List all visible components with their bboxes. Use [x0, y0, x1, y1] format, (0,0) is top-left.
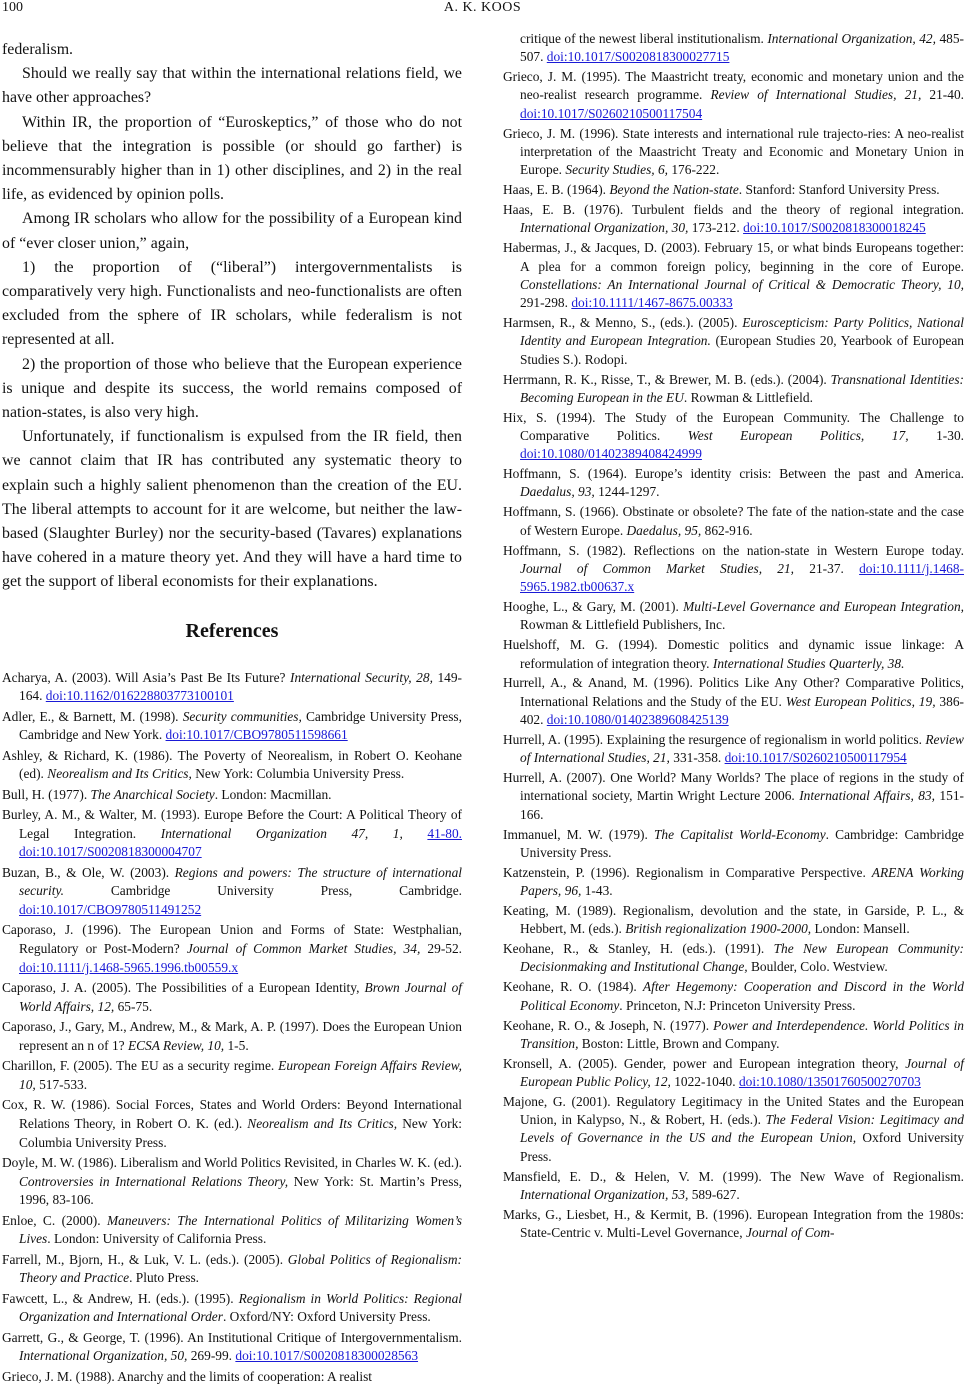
reference-source: Review of International Studies, 21, [710, 87, 922, 103]
reference-text: Enloe, C. (2000). [2, 1212, 107, 1228]
reference-text: . Rowman & Littlefield. [683, 389, 813, 405]
doi-link[interactable]: doi:10.1080/01402389608425139 [546, 712, 729, 727]
body-paragraph: Within IR, the proportion of “Euroskeptics,” of those who do not believe that the integration is possible (or should go farther) is incommensurably higher than in 1) other disciplines, and 2) in the real life, as evidenced by opinion polls. [2, 113, 462, 204]
reference-text: 1-5. [224, 1037, 249, 1053]
reference-source: Regionalism in World Politics: Regional Organization and International Order [19, 1290, 462, 1325]
reference-text: . London: University of California Press. [47, 1231, 267, 1247]
doi-link[interactable]: doi:10.1111/j.1468-5965.1982.tb00637.x [520, 560, 964, 595]
reference-source: International Organization, 30, [520, 220, 689, 236]
reference-entry [2, 747, 462, 785]
reference-text: 589-627. [688, 1186, 740, 1202]
reference-entry [503, 314, 964, 369]
reference-entry [503, 826, 964, 863]
reference-source: West European Politics, 17, [687, 427, 909, 443]
doi-link[interactable]: doi:10.1162/016228803773100101 [45, 688, 234, 704]
reference-source: Euroscepticism: Party Politics, National Identity and European Integration. [520, 315, 964, 349]
reference-text: 1-43. [581, 883, 613, 899]
reference-text: Garrett, G., & George, T. (1996). An Institutional Critique of Intergovernmentalism. [2, 1329, 462, 1345]
reference-source: After Hegemony: Cooperation and Discord in the World Political Economy [520, 979, 964, 1013]
reference-source: The Anarchical Society [90, 786, 215, 802]
reference-text: . Cambridge: Cambridge University Press. [520, 826, 964, 860]
reference-text: 291-298. [520, 295, 572, 311]
reference-source: ARENA Working Papers, 96, [520, 864, 965, 899]
reference-source: Journal of Com- [745, 1225, 835, 1241]
reference-text: Farrell, M., Bjorn, H., & Luk, V. L. (eds.). (2005). [2, 1251, 288, 1267]
reference-entry [503, 674, 964, 729]
reference-entry [2, 1212, 462, 1250]
reference-source: Neorealism and Its Critics, [247, 1115, 398, 1131]
running-head: A. K. KOOS [443, 0, 522, 15]
reference-text: Katzenstein, P. (1996). Regionalism in Comparative Perspective. [503, 864, 872, 880]
reference-text: 517-533. [35, 1076, 88, 1092]
right-column [503, 30, 964, 1244]
reference-source: International Organization, 42, [767, 31, 936, 46]
reference-text: Caporaso, J. A. (2005). The Possibilities of a European Identity, [2, 980, 365, 996]
reference-list-right [503, 30, 964, 1242]
reference-entry [2, 1290, 462, 1328]
reference-text: , London: Mansell. [807, 921, 910, 937]
reference-text: Cambridge University Press, Cambridge. [64, 883, 462, 899]
reference-text: Grieco, J. M. (1995). The Maastricht treaty, economic and monetary union and the neo-realist research programme. [503, 69, 964, 103]
reference-text: Hurrell, A., & Anand, M. (1996). Politics Like Any Other? Comparative Politics, International Relations and the Study of the EU. [503, 675, 964, 709]
reference-source: European Foreign Affairs Review, 10, [19, 1058, 462, 1092]
body-paragraph: Should we really say that within the international relations field, we have other approaches? [2, 65, 462, 107]
reference-entry [503, 181, 964, 199]
reference-text: . Oxford/NY: Oxford University Press. [222, 1309, 431, 1325]
reference-text: Hoffmann, S. (1964). Europe’s identity crisis: Between the past and America. [503, 466, 964, 482]
reference-source: Security Studies, 6, [565, 162, 669, 178]
reference-text: Caporaso, J. (1996). The European Union and Forms of State: Westphalian, Regulatory or Post-Modern? [2, 922, 462, 957]
reference-source: Journal of European Public Policy, 12, [520, 1055, 965, 1089]
reference-entry [2, 1018, 462, 1056]
reference-entry [503, 636, 964, 673]
reference-text: 29-52. [420, 941, 463, 957]
reference-entry [2, 1096, 462, 1152]
reference-entry [2, 806, 462, 862]
reference-text: 65-75. [114, 998, 153, 1014]
doi-link[interactable]: doi:10.1017/S0260210500117954 [724, 750, 907, 766]
reference-text: Buzan, B., & Ole, W. (2003). [2, 864, 175, 880]
reference-text: Ashley, & Richard, K. (1986). The Poverty of Neorealism, in Robert O. Keohane (ed). [2, 747, 462, 782]
reference-source: British regionalization 1900-2000 [625, 921, 808, 937]
references-heading: References [185, 619, 279, 642]
reference-text: 1244-1297. [594, 484, 660, 500]
reference-text: Oxford University Press. [520, 1130, 964, 1164]
reference-entry [503, 201, 964, 238]
doi-link[interactable]: doi:10.1017/CBO9780511491252 [19, 902, 202, 918]
reference-entry [503, 239, 964, 312]
reference-text: Grieco, J. M. (1996). State interests and international rule trajecto-ries: A neo-realist interpretation of the Maastricht Treaty and Economic and Monetary Union in Europe. [503, 125, 964, 178]
reference-text: Hurrell, A. (1995). Explaining the resurgence of regionalism in world politics. [503, 731, 926, 747]
reference-entry [503, 731, 964, 768]
reference-entry [503, 940, 964, 977]
reference-source: Journal of Common Market Studies, 34, [186, 941, 421, 957]
reference-text: Immanuel, M. W. (1979). [503, 826, 654, 842]
reference-text: Burley, A. M., & Walter, M. (1993). Europe Before the Court: A Political Theory of Legal Integration. [2, 806, 462, 841]
reference-text: 176-222. [668, 162, 720, 178]
reference-text: Keating, M. (1989). Regionalism, devolution and the state, in Garside, P. L., & Hebbert, M. (eds.). [503, 902, 964, 937]
reference-entry [503, 68, 964, 123]
reference-text: Huelshoff, M. G. (1994). Domestic politics and dynamic issue linkage: A reformulation of integration theory. [503, 637, 964, 671]
body-paragraph: 1) the proportion of (“liberal”) intergovernmentalists is comparatively very high. Functionalists and neo-functionalists are often excluded from the sphere of IR scholars, while federalism is not represented at all. [2, 258, 462, 349]
body-paragraph: federalism. [2, 41, 74, 58]
body-paragraph: Unfortunately, if functionalism is expulsed from the IR field, then we cannot claim that IR has contributed any systematic theory to explain such a highly salient phenomenon than the creation of the EU. The liberal attempts to account for it are welcome, but neither the law-based (Slaughter Burley) nor the security-based (Tavares) explanations have cohered in a mature theory yet. And they will have a hard time to get the support of liberal economists for their explanations. [2, 428, 462, 591]
reference-text: 862-916. [701, 522, 753, 538]
reference-source: Daedalus, 95, [626, 522, 702, 538]
reference-text: New York: Columbia University Press. [191, 766, 405, 782]
reference-entry [2, 979, 462, 1017]
body-paragraph: 2) the proportion of those who believe that the European experience is unique and despite its success, the world remains composed of nation-states, is also very high. [2, 355, 462, 422]
doi-link[interactable]: doi:10.1017/S0020818300018245 [743, 220, 926, 236]
reference-entry [503, 409, 964, 464]
reference-text: 151-166. [520, 788, 964, 822]
reference-text: Keohane, R. O., & Joseph, N. (1977). [503, 1017, 714, 1033]
reference-text: 386-402. [520, 693, 964, 727]
doi-link[interactable]: doi:10.1080/01402389408424999 [520, 446, 702, 462]
reference-text: Adler, E., & Barnett, M. (1998). [2, 708, 183, 724]
reference-text: . Pluto Press. [129, 1270, 200, 1286]
reference-text: 173-212. [688, 220, 744, 236]
doi-link[interactable]: doi:10.1017/CBO9780511598661 [165, 727, 348, 743]
reference-text: Marks, G., Liesbet, H., & Kermit, B. (1996). European Integration from the 1980s: State-Centric v. Multi-Level Governance, [503, 1206, 964, 1241]
reference-text: 21-37. [794, 560, 860, 576]
reference-text: Hoffmann, S. (1966). Obstinate or obsolete? The fate of the nation-state and the case of Western Europe. [503, 504, 964, 538]
reference-source: International Organization, 53, [520, 1186, 689, 1202]
reference-text: 269-99. [187, 1348, 236, 1364]
reference-text: . Princeton, N.J: Princeton University Press. [619, 997, 856, 1013]
doi-link[interactable]: 41-80. doi:10.1017/S0020818300004707 [19, 825, 462, 860]
reference-text: Hix, S. (1994). The Study of the European Community. The Challenge to Comparative Politics. [503, 409, 964, 443]
reference-source: International Security, 28, [289, 669, 433, 685]
reference-text: Hoffmann, S. (1982). Reflections on the nation-state in Western Europe today. [503, 542, 964, 558]
reference-entry [503, 371, 964, 408]
reference-entry [2, 921, 462, 977]
reference-text: Boston: Little, Brown and Company. [578, 1035, 780, 1051]
reference-entry [2, 708, 462, 746]
reference-entry [2, 1251, 462, 1289]
reference-text: (European Studies 20, Yearbook of European Studies S.). Rodopi. [520, 333, 964, 367]
reference-text: 1-30. [908, 427, 965, 443]
reference-entry [503, 503, 964, 540]
reference-text: Keohane, R., & Stanley, H. (eds.). (1991). [503, 941, 774, 957]
doi-link[interactable]: doi:10.1111/j.1468-5965.1996.tb00559.x [19, 959, 239, 975]
reference-text: Kronsell, A. (2005). Gender, power and European integration theory, [503, 1055, 906, 1071]
reference-source: Neorealism and Its Critics, [47, 766, 192, 782]
reference-text: Bull, H. (1977). [2, 786, 91, 802]
reference-source: International Studies Quarterly, 38. [712, 655, 905, 671]
reference-text: Rowman & Littlefield Publishers, Inc. [520, 617, 726, 633]
reference-source: Journal of Common Market Studies, 21, [520, 560, 795, 576]
reference-entry [2, 786, 462, 805]
reference-text: 149-164. [19, 669, 462, 704]
reference-text: Haas, E. B. (1964). [503, 182, 610, 198]
doi-link[interactable]: doi:10.1017/S0020818300028563 [235, 1348, 419, 1364]
reference-source: The New European Community: Decisionmaking and Institutional Change, [520, 941, 964, 975]
reference-text: 331-358. [669, 750, 725, 766]
reference-text: Hooghe, L., & Gary, M. (2001). [503, 599, 684, 615]
reference-text: . Stanford: Stanford University Press. [738, 182, 940, 198]
reference-text: Habermas, J., & Jacques, D. (2003). February 15, or what binds Europeans together: A plea for a common foreign policy, beginning in the core of Europe. [503, 240, 964, 274]
reference-text: Cox, R. W. (1986). Social Forces, States and World Orders: Beyond International Relations Theory, in Robert O. K. (ed.). [2, 1097, 462, 1131]
reference-text: critique of the newest liberal institutionalism. [520, 31, 768, 46]
reference-list-left [2, 669, 462, 1387]
doi-link[interactable]: doi:10.1111/1467-8675.00333 [571, 295, 733, 311]
reference-text [403, 826, 428, 841]
reference-text: Majone, G. (2001). Regulatory Legitimacy in the United States and the European Union, in Kalypso, N., & Robert, H. (eds.). [503, 1093, 964, 1128]
reference-entry [503, 125, 964, 180]
reference-source: Brown Journal of World Affairs, 12, [19, 980, 462, 1014]
reference-entry [503, 978, 964, 1015]
reference-source: Controversies in International Relations Theory, [19, 1173, 289, 1189]
reference-source: Beyond the Nation-state [609, 182, 739, 198]
doi-link[interactable]: doi:10.1017/S0020818300027715 [546, 49, 730, 65]
reference-text: 485-507. [520, 31, 964, 65]
reference-text: Mansfield, E. D., & Helen, V. M. (1999). The New Wave of Regionalism. [503, 1168, 964, 1184]
reference-source: Regions and powers: The structure of international security. [19, 864, 462, 899]
reference-entry [503, 769, 964, 824]
reference-entry [503, 1017, 964, 1054]
reference-source: Constellations: An International Journal of Critical & Democratic Theory, 10, [520, 276, 964, 292]
reference-text: Harmsen, R., & Menno, S., (eds.). (2005). [503, 315, 743, 331]
reference-entry [503, 902, 964, 939]
reference-source: Daedalus, 93, [520, 484, 595, 500]
reference-text: Haas, E. B. (1976). Turbulent fields and the theory of regional integration. [503, 202, 964, 218]
reference-text: Herrmann, R. K., Risse, T., & Brewer, M. B. (eds.). (2004). [503, 371, 831, 387]
reference-text: Charillon, F. (2005). The EU as a security regime. [2, 1058, 279, 1074]
doi-link[interactable]: doi:10.1080/13501760500270703 [738, 1073, 921, 1089]
reference-source: The Federal Vision: Legitimacy and Levels of Governance in the US and the European Union, [520, 1112, 964, 1146]
reference-entry [2, 1368, 462, 1387]
page-number: 100 [2, 0, 23, 15]
reference-source: International Organization 47, 1, [160, 825, 403, 841]
reference-entry [503, 864, 964, 901]
reference-entry [2, 864, 462, 920]
reference-source: Power and Interdependence. World Politics in Transition, [520, 1017, 965, 1051]
reference-entry [503, 1206, 964, 1243]
reference-text: Acharya, A. (2003). Will Asia’s Past Be Its Future? [2, 669, 290, 685]
reference-source: Review of International Studies, 21, [520, 731, 964, 766]
reference-text: New York: St. Martin’s Press, 1996, 83-106. [19, 1173, 462, 1208]
reference-entry [2, 1329, 462, 1367]
reference-text: Boulder, Colo. Westview. [747, 959, 888, 975]
reference-entry [2, 1057, 462, 1095]
reference-source: Global Politics of Regionalism: Theory and Practice [19, 1251, 462, 1286]
reference-source: International Organization, 50, [19, 1348, 188, 1364]
body-paragraph: Among IR scholars who allow for the possibility of a European kind of “ever closer union,” again, [2, 210, 462, 252]
reference-text: Fawcett, L., & Andrew, H. (eds.). (1995). [2, 1290, 239, 1306]
reference-entry [503, 465, 964, 502]
page-header [0, 0, 965, 22]
reference-text: Caporaso, J., Gary, M., Andrew, M., & Mark, A. P. (1997). Does the European Union represent an n of 1? [2, 1019, 462, 1053]
reference-entry [503, 598, 964, 635]
reference-source: ECSA Review, 10, [127, 1037, 225, 1053]
reference-source: Multi-Level Governance and European Integration, [683, 599, 964, 615]
reference-source: International Affairs, 83, [799, 788, 936, 804]
reference-entry [503, 1093, 964, 1166]
reference-text: Keohane, R. O. (1984). [503, 979, 643, 995]
reference-text: Cambridge University Press, Cambridge and New York. [19, 708, 462, 743]
reference-source: West European Politics, 19, [785, 693, 936, 709]
reference-source: The Capitalist World-Economy [653, 826, 826, 842]
left-column [2, 38, 462, 1388]
reference-source: Security communities, [182, 708, 302, 724]
reference-entry [2, 669, 462, 707]
reference-entry [503, 30, 964, 67]
reference-text: Doyle, M. W. (1986). Liberalism and World Politics Revisited, in Charles W. K. (ed.). [2, 1154, 462, 1170]
reference-entry [503, 542, 964, 597]
doi-link[interactable]: doi:10.1017/S0260210500117504 [520, 105, 703, 121]
reference-text: . London: Macmillan. [214, 786, 332, 802]
reference-text: Hurrell, A. (2007). One World? Many Worlds? The place of regions in the study of international society, Martin Wright Lecture 2006. [503, 770, 964, 804]
reference-text: 1022-1040. [670, 1073, 739, 1089]
reference-entry [2, 1154, 462, 1210]
reference-text: 21-40. [921, 87, 965, 103]
reference-source: Maneuvers: The International Politics of Militarizing Women’s Lives [19, 1212, 462, 1247]
reference-text: New York: Columbia University Press. [19, 1115, 462, 1150]
reference-source: Transnational Identities: Becoming European in the EU [520, 371, 965, 405]
reference-entry [503, 1055, 964, 1092]
reference-text: Grieco, J. M. (1988). Anarchy and the limits of cooperation: A realist [2, 1368, 373, 1384]
reference-entry [503, 1168, 964, 1205]
